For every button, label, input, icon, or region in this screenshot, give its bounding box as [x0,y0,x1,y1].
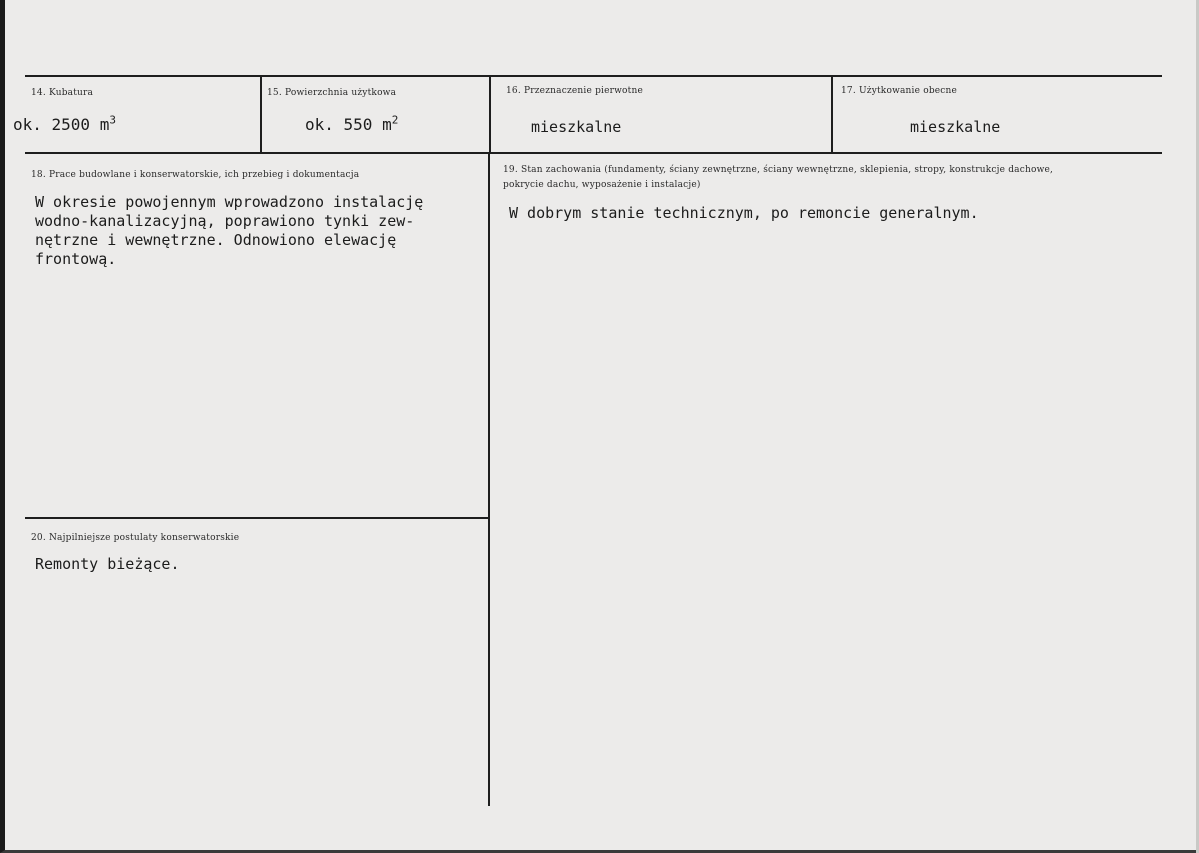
field-16-label: 16. Przeznaczenie pierwotne [506,86,644,96]
divider-15-16 [489,76,491,153]
field-18-value: W okresie powojennym wprowadzono instalację wodno-kanalizacyjną, poprawiono tynki zew- nętrzne i wewnętrzne. Odnowiono elewację frontową. [35,193,424,268]
field-18-label: 18. Prace budowlane i konserwatorskie, ich przebieg i dokumentacja [31,170,360,180]
top-rule [25,75,1162,77]
field-14-value [13,115,116,134]
row1-rule [25,152,1162,154]
field-14-label: 14. Kubatura [31,88,94,98]
field-19-value: W dobrym stanie technicznym, po remoncie generalnym. [509,204,979,222]
field-17-value: mieszkalne [910,118,1001,136]
field-15-value [305,115,398,134]
field-20-value: Remonty bieżące. [35,555,180,573]
field-19-label: 19. Stan zachowania (fundamenty, ściany zewnętrzne, ściany wewnętrzne, sklepienia, stropy, konstrukcje dachowe, pokrycie dachu, wyposażenie i instalacje) [503,165,1054,190]
field-15-value-text: ok. 550 m [305,115,392,134]
field-14-value-exponent: 3 [109,113,116,127]
divider-14-15 [260,76,262,153]
field-14-value-text: ok. 2500 m [13,115,110,134]
field-15-value-exponent: 2 [391,113,399,127]
field-15-label: 15. Powierzchnia użytkowa [267,88,397,98]
field-17-label: 17. Użytkowanie obecne [841,86,958,96]
field-20-label: 20. Najpilniejsze postulaty konserwatorskie [31,533,240,543]
field-16-value: mieszkalne [531,118,622,136]
divider-16-17 [831,76,833,153]
divider-left-right [488,153,490,806]
section18-bottom-rule [25,517,488,519]
